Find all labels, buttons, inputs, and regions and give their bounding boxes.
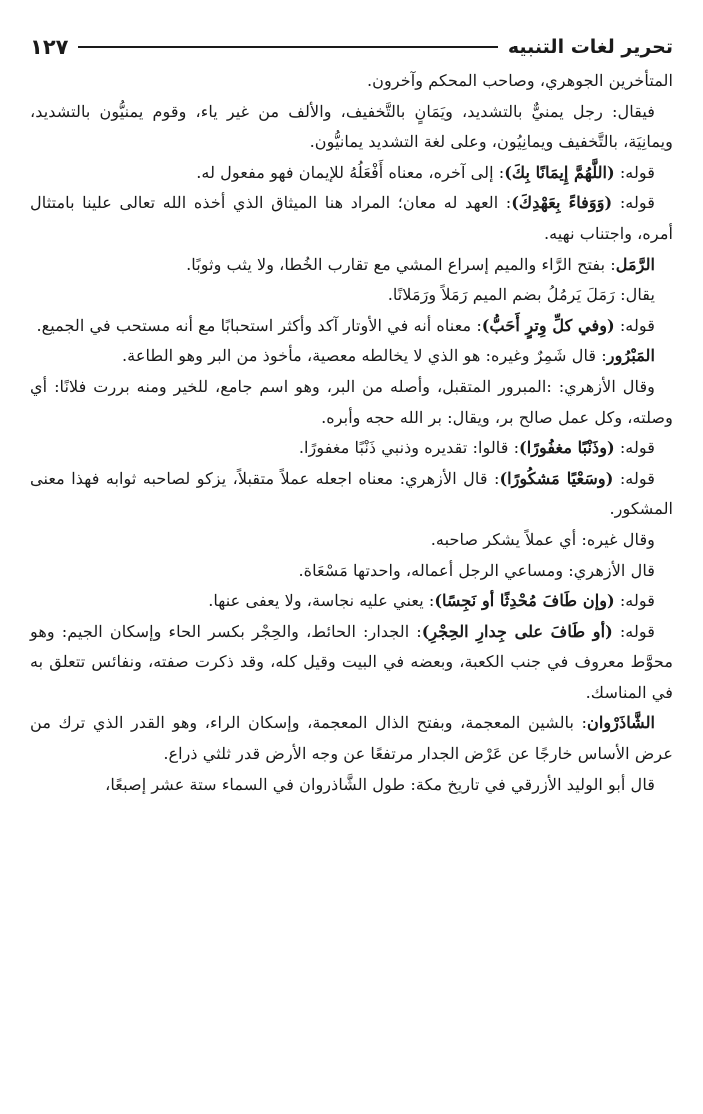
paragraph	[30, 770, 673, 801]
text-segment: المتأخرين الجوهري، وصاحب المحكم وآخرون.	[366, 71, 673, 90]
text-segment: : إلى آخره، معناه أَفْعَلُهُ للإيمان فهو مفعول له.	[196, 162, 505, 182]
bold-term: (وذَنْبًا مغفُورًا)	[519, 438, 615, 458]
paragraph	[30, 188, 673, 249]
text-segment: قال أبو الوليد الأزرقي في تاريخ مكة: طول الشَّاذروان في السماء ستة عشر إصبعًا،	[105, 774, 655, 794]
paragraph	[30, 617, 673, 709]
paragraph	[30, 250, 673, 281]
paragraph	[30, 280, 673, 311]
text-segment: فيقال: رجل يمنيٌّ بالتشديد، ويَمَانٍ بالتَّخفيف، والألف من غير ياء، وقوم يمنيُّون بالتشديد، ويمانِيَة، بالتَّخفيف ويمانِيُون، وعلى لغة التشديد يمانيُّون.	[30, 101, 673, 152]
text-segment: : قال الأزهري: معناه اجعله عملاً متقبلاً، يزكو لصاحبه ثوابه فهذا معنى المشكور.	[30, 468, 673, 519]
bold-term: (وفي كلِّ وِترٍ أَحَبُّ)	[481, 315, 615, 335]
paragraph	[30, 311, 673, 342]
paragraph	[30, 433, 673, 464]
paragraph	[30, 464, 673, 525]
bold-term: المَبْرُور	[606, 346, 655, 366]
text-segment: : قال شَمِرٌ وغيره: هو الذي لا يخالطه معصية، مأخوذ من البر وهو الطاعة.	[122, 346, 607, 366]
text-segment: : يعني عليه نجاسة، ولا يعفى عنها.	[208, 591, 435, 611]
text-segment: : معناه أنه في الأوتار آكد وأكثر استحبابًا مع أنه مستحب في الجميع.	[36, 315, 482, 335]
paragraph	[30, 158, 673, 189]
bold-term: الرَّمَل	[615, 254, 655, 274]
text-segment: وقال غيره: أي عملاً يشكر صاحبه.	[430, 529, 655, 549]
body-text	[30, 66, 673, 800]
header-rule	[78, 46, 497, 48]
paragraph	[30, 66, 673, 97]
text-segment: : العهد له معان؛ المراد هنا الميثاق الذي أخذه الله تعالى علينا بامتثال أمره، واجتناب نهيه.	[30, 193, 673, 243]
text-segment: قوله:	[612, 621, 656, 641]
bold-term: (وَوَفاءً بِعَهْدِكَ)	[511, 193, 613, 213]
text-segment: : الجدار: الحائط، والحِجْر بكسر الحاء وإسكان الجيم: وهو محوَّط معروف في جنب الكعبة، وبعضه في البيت وقيل كله، وقد ذكرت صفته، ونفائس تتعلق به في المناسك.	[30, 621, 673, 702]
running-header	[30, 30, 673, 64]
text-segment: قوله:	[614, 162, 655, 182]
bold-term: (أو طَافَ على جِدارِ الحِجْرِ)	[421, 621, 613, 641]
bold-term: (اللَّهُمَّ إِيمَانًا بِكَ)	[504, 162, 615, 182]
book-title: تحرير لغات التنبيه	[507, 36, 673, 58]
bold-term: الشَّاذَرْوان	[586, 713, 655, 733]
paragraph	[30, 708, 673, 769]
paragraph	[30, 586, 673, 617]
text-segment: وقال الأزهري: :المبرور المتقبل، وأصله من البر، وهو اسم جامع، للخير ومنه بررت فلانًا: أي وصلته، وكل عمل صالح بر، ويقال: بر الله حجه وأبره.	[30, 376, 673, 427]
text-segment: قوله:	[613, 468, 655, 488]
paragraph	[30, 372, 673, 433]
text-segment: قوله:	[614, 315, 655, 335]
text-segment: قوله:	[614, 591, 655, 611]
paragraph	[30, 556, 673, 587]
paragraph	[30, 97, 673, 158]
paragraph	[30, 525, 673, 556]
text-segment: قال الأزهري: ومساعي الرجل أعماله، واحدتها مَسْعَاة.	[298, 560, 655, 580]
text-segment: : بفتح الرَّاء والميم إسراع المشي مع تقارب الخُطا، ولا يثب وثوبًا.	[186, 254, 616, 274]
page-number: ١٢٧	[30, 35, 69, 59]
text-segment: يقال: رَمَلَ يَرمُلُ بضم الميم رَمَلاً ورَمَلانًا.	[387, 285, 655, 305]
bold-term: (وإن طَافَ مُحْدِثًا أو نَجِسًا)	[434, 591, 615, 611]
paragraph	[30, 341, 673, 372]
bold-term: (وسَعْيًا مَشكُورًا)	[499, 468, 614, 488]
text-segment: قوله:	[614, 438, 655, 458]
text-segment: قوله:	[612, 193, 655, 213]
text-segment: : بالشين المعجمة، وبفتح الذال المعجمة، وإسكان الراء، وهو القدر الذي ترك من عرض الأساس خارجًا عن عَرْض الجدار مرتفعًا عن وجه الأرض قدر ثلثي ذراع.	[30, 713, 673, 764]
text-segment: : قالوا: تقديره وذنبي ذَنْبًا مغفورًا.	[298, 438, 520, 458]
